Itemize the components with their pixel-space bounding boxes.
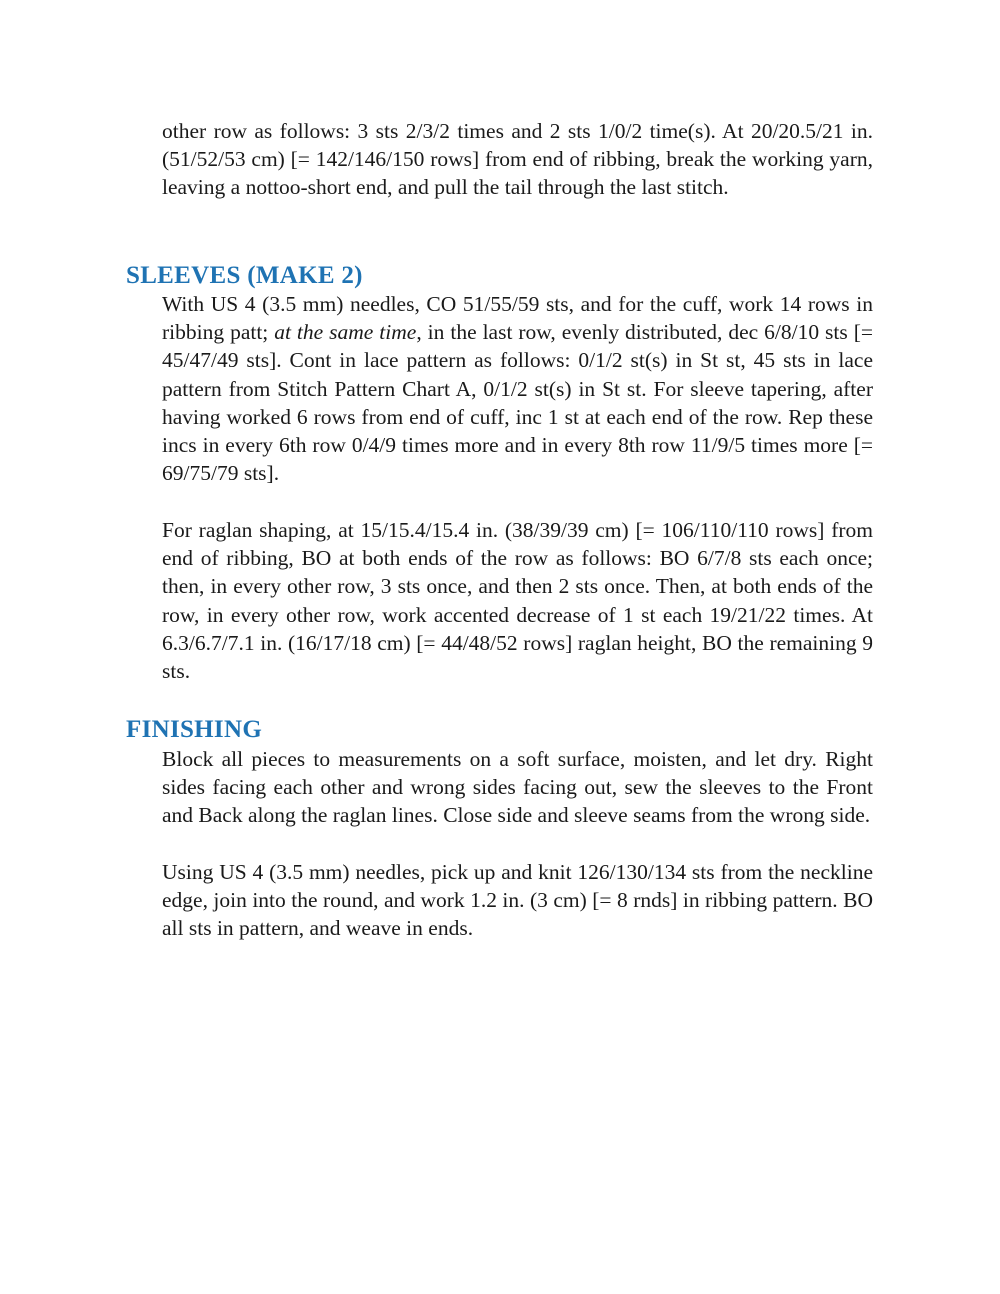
sleeves-paragraph-1-end: , in the last row, evenly distributed, dec 6/8/10 sts [= 45/47/49 sts]. Cont in lace pattern as follows: 0/1/2 st(s) in St st, 45 sts in lace pattern from Stitch Pattern Chart A, 0/1/2 st(s) in St st. For sleeve tapering, after having worked 6 rows from end of cuff, inc 1 st at each end of the row. Rep these incs in every 6th row 0/4/9 times more and in every 8th row 11/9/5 times more [= 69/75/79 sts]. — [162, 320, 873, 486]
finishing-paragraph-2: Using US 4 (3.5 mm) needles, pick up and knit 126/130/134 sts from the neckline edge, join into the round, and work 1.2 in. (3 cm) [= 8 rnds] in ribbing pattern. BO all sts in pattern, and weave in ends. — [162, 860, 873, 941]
finishing-paragraph-1: Block all pieces to measurements on a soft surface, moisten, and let dry. Right sides facing each other and wrong sides facing out, sew the sleeves to the Front and Back along the raglan lines. Close side and sleeve seams from the wrong side. — [162, 747, 873, 828]
sleeves-heading: SLEEVES (MAKE 2) — [126, 262, 363, 289]
sleeves-paragraph-1-italic: at the same time — [274, 320, 417, 345]
sleeves-paragraph-2: For raglan shaping, at 15/15.4/15.4 in. (38/39/39 cm) [= 106/110/110 rows] from end of ribbing, BO at both ends of the row as follows: BO 6/7/8 sts each once; then, in every other row, 3 sts once, and then 2 sts once. Then, at both ends of the row, in every other row, work accented decrease of 1 st each 19/21/22 times. At 6.3/6.7/7.1 in. (16/17/18 cm) [= 44/48/52 rows] raglan height, BO the remaining 9 sts. — [162, 518, 873, 684]
intro-paragraph: other row as follows: 3 sts 2/3/2 times and 2 sts 1/0/2 time(s). At 20/20.5/21 in. (51/52/53 cm) [= 142/146/150 rows] from end of ribbing, break the working yarn, leaving a nottoo-short end, and pull the tail through the last stitch. — [162, 119, 873, 200]
sleeves-paragraph-1 — [162, 290, 873, 487]
finishing-heading: FINISHING — [126, 716, 263, 743]
sleeves-paragraph-1-start: With US 4 (3.5 mm) needles, CO 51/55/59 sts, and for the cuff, work 14 rows in ribbing patt; — [162, 292, 873, 345]
